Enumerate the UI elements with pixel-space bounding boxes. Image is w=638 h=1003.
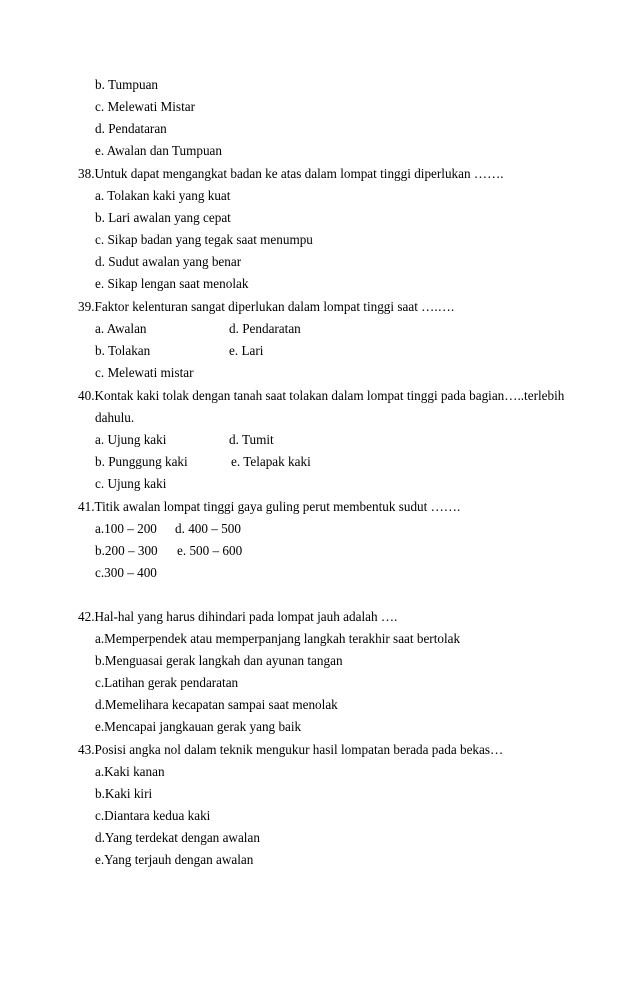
option-line: d. Pendataran	[95, 121, 167, 136]
question-40: 40.Kontak kaki tolak dengan tanah saat tolakan dalam lompat tinggi pada bagian…..terlebih	[78, 388, 565, 403]
question-39: 39.Faktor kelenturan sangat diperlukan dalam lompat tinggi saat ….….	[78, 299, 455, 314]
option-line: c. Sikap badan yang tegak saat menumpu	[95, 232, 313, 247]
option-line: d.Memelihara kecapatan sampai saat menolak	[95, 697, 338, 712]
option-line: b. Tolakan	[95, 343, 151, 358]
option-line: b.Kaki kiri	[95, 786, 153, 801]
option-line: c.Latihan gerak pendaratan	[95, 675, 239, 690]
option-line: a. Ujung kaki	[95, 432, 167, 447]
option-line: e. Awalan dan Tumpuan	[95, 143, 222, 158]
option-line: b.Menguasai gerak langkah dan ayunan tangan	[95, 653, 343, 668]
question-40-continued: dahulu.	[95, 410, 135, 425]
option-line: e. Sikap lengan saat menolak	[95, 276, 249, 291]
option-line: a.100 – 200	[95, 521, 157, 536]
option-line: a.Kaki kanan	[95, 764, 165, 779]
option-line: a. Tolakan kaki yang kuat	[95, 188, 231, 203]
option-line: d. Sudut awalan yang benar	[95, 254, 242, 269]
option-line: c. Melewati Mistar	[95, 99, 195, 114]
option-line: a.Memperpendek atau memperpanjang langkah terakhir saat bertolak	[95, 631, 461, 646]
option-line: b. Tumpuan	[95, 77, 159, 92]
option-line: e.Yang terjauh dengan awalan	[95, 852, 254, 867]
option-line: d. 400 – 500	[175, 521, 241, 536]
option-line: a. Awalan	[95, 321, 147, 336]
question-41: 41.Titik awalan lompat tinggi gaya guling perut membentuk sudut …….	[78, 499, 461, 514]
option-line: b. Punggung kaki	[95, 454, 188, 469]
option-line: e. 500 – 600	[177, 543, 243, 558]
option-line: e.Mencapai jangkauan gerak yang baik	[95, 719, 302, 734]
option-line: c.300 – 400	[95, 565, 157, 580]
question-43: 43.Posisi angka nol dalam teknik mengukur hasil lompatan berada pada bekas…	[78, 742, 504, 757]
option-line: c. Melewati mistar	[95, 365, 194, 380]
question-42: 42.Hal-hal yang harus dihindari pada lompat jauh adalah ….	[78, 609, 398, 624]
option-line: d. Pendaratan	[229, 321, 301, 336]
option-line: e. Telapak kaki	[231, 454, 311, 469]
option-line: e. Lari	[229, 343, 264, 358]
option-line: c.Diantara kedua kaki	[95, 808, 211, 823]
option-line: d.Yang terdekat dengan awalan	[95, 830, 260, 845]
option-line: c. Ujung kaki	[95, 476, 167, 491]
option-line: b. Lari awalan yang cepat	[95, 210, 231, 225]
option-line: b.200 – 300	[95, 543, 158, 558]
option-line: d. Tumit	[229, 432, 274, 447]
question-38: 38.Untuk dapat mengangkat badan ke atas dalam lompat tinggi diperlukan …….	[78, 166, 504, 181]
